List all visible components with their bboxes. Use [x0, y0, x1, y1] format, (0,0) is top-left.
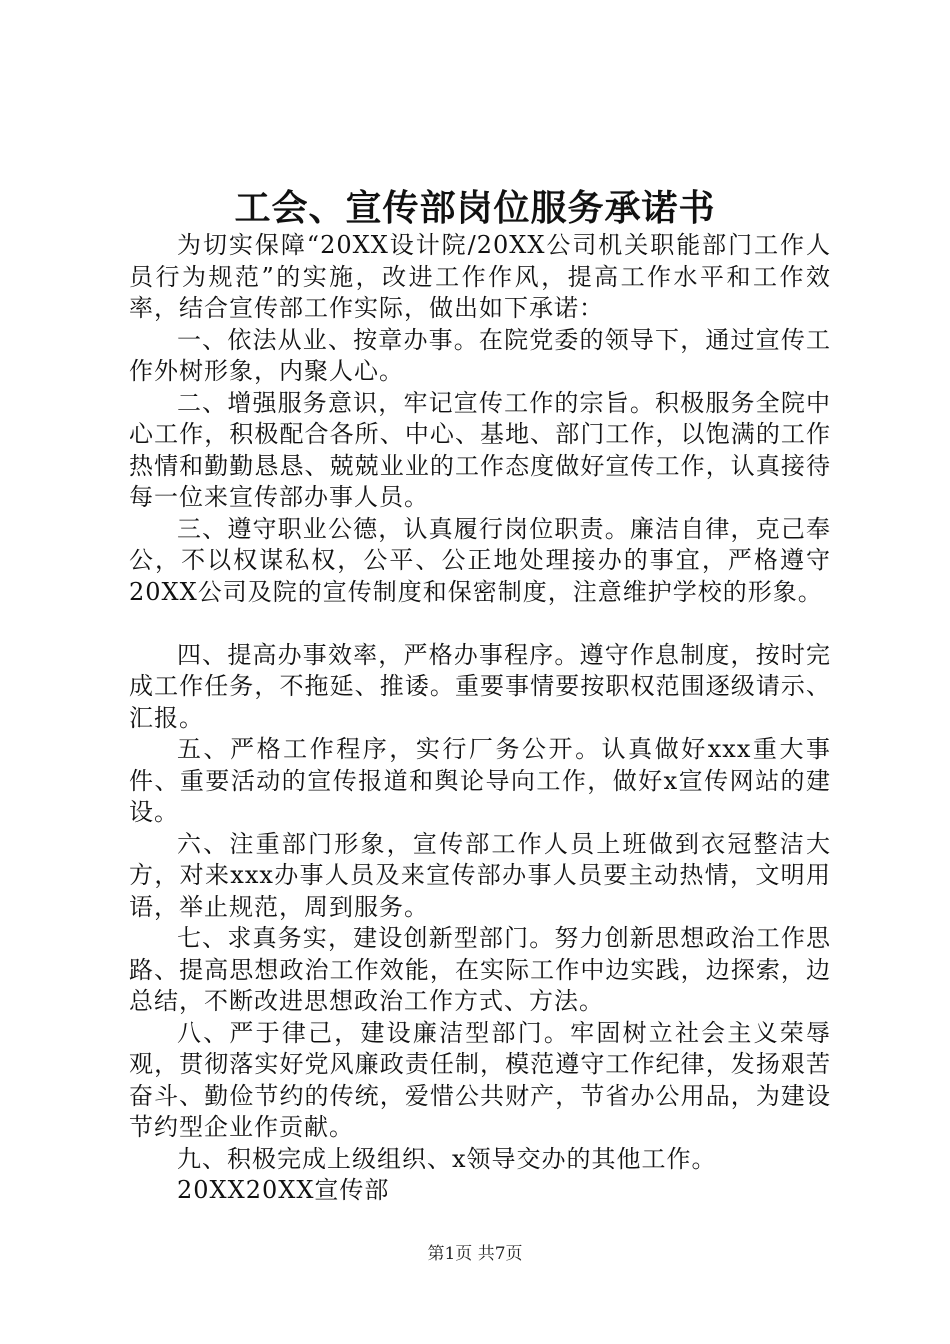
commitment-paragraph: 一、依法从业、按章办事。在院党委的领导下，通过宣传工作外树形象，内聚人心。	[129, 325, 831, 385]
intro-paragraph: 为切实保障“20XX设计院/20XX公司机关职能部门工作人员行为规范”的实施，改进工作作风，提高工作水平和工作效率，结合宣传部工作实际，做出如下承诺：	[129, 231, 831, 322]
document-title: 工会、宣传部岗位服务承诺书	[234, 187, 716, 229]
document-body	[129, 230, 831, 1207]
commitment-paragraph: 九、积极完成上级组织、x领导交办的其他工作。	[177, 1144, 717, 1173]
commitment-paragraph: 二、增强服务意识，牢记宣传工作的宗旨。积极服务全院中心工作，积极配合各所、中心、基地、部门工作，以饱满的工作热情和勤勤恳恳、兢兢业业的工作态度做好宣传工作，认真接待每一位来宣传部办事人员。	[129, 388, 831, 511]
signature-line: 20XX20XX宣传部	[177, 1176, 390, 1204]
commitment-paragraph: 七、求真务实，建设创新型部门。努力创新思想政治工作思路、提高思想政治工作效能，在实际工作中边实践，边探索，边总结，不断改进思想政治工作方式、方法。	[129, 924, 831, 1015]
commitment-paragraph: 五、严格工作程序，实行厂务公开。认真做好xxx重大事件、重要活动的宣传报道和舆论导向工作，做好x宣传网站的建设。	[129, 735, 831, 826]
page-number-footer: 第1页 共7页	[427, 1244, 523, 1264]
commitment-paragraph: 八、严于律己，建设廉洁型部门。牢固树立社会主义荣辱观，贯彻落实好党风廉政责任制，模范遵守工作纪律，发扬艰苦奋斗、勤俭节约的传统，爱惜公共财产，节省办公用品，为建设节约型企业作贡献。	[129, 1018, 831, 1141]
commitment-paragraph: 四、提高办事效率，严格办事程序。遵守作息制度，按时完成工作任务，不拖延、推诿。重要事情要按职权范围逐级请示、汇报。	[129, 640, 831, 732]
commitment-paragraph: 三、遵守职业公德，认真履行岗位职责。廉洁自律，克己奉公，不以权谋私权，公平、公正地处理接办的事宜，严格遵守20XX公司及院的宣传制度和保密制度，注意维护学校的形象。	[129, 514, 831, 606]
commitment-paragraph: 六、注重部门形象，宣传部工作人员上班做到衣冠整洁大方，对来xxx办事人员及来宣传部办事人员要主动热情，文明用语，举止规范，周到服务。	[129, 829, 831, 921]
